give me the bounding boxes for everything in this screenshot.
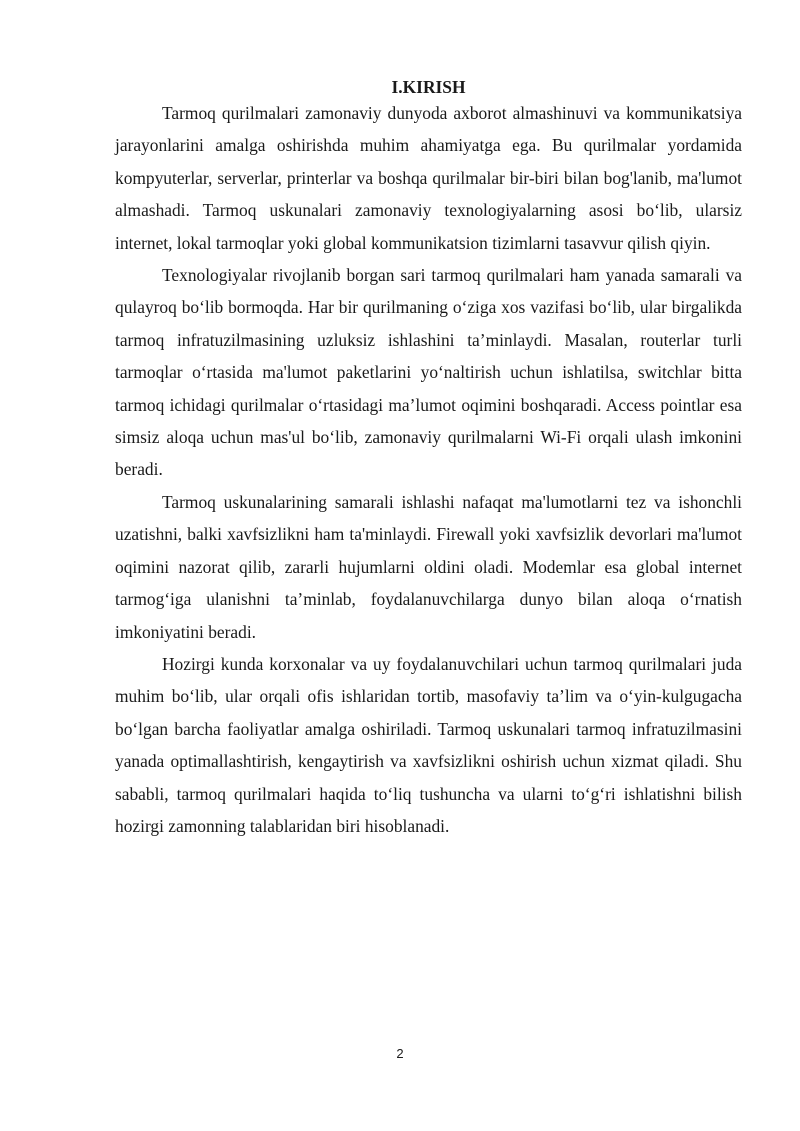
paragraph-1: Tarmoq qurilmalari zamonaviy dunyoda axborot almashinuvi va kommunikatsiya jarayonlarini amalga oshirishda muhim ahamiyatga ega. Bu qurilmalar yordamida kompyuterlar, serverlar, printerlar va boshqa qurilmalar bir-biri bilan bog'lanib, ma'lumot almashadi. Tarmoq uskunalari zamonaviy texnologiyalarning asosi bo‘lib, ularsiz internet, lokal tarmoqlar yoki global kommunikatsion tizimlarni tasavvur qilish qiyin. — [115, 103, 742, 253]
paragraph-4: Hozirgi kunda korxonalar va uy foydalanuvchilari uchun tarmoq qurilmalari juda muhim bo‘lib, ular orqali ofis ishlaridan tortib, masofaviy ta’lim va o‘yin-kulgugacha bo‘lgan barcha faoliyatlar amalga oshiriladi. Tarmoq uskunalari tarmoq infratuzilmasini yanada optimallashtirish, kengaytirish va xavfsizlikni oshirish uchun xizmat qiladi. Shu sababli, tarmoq qurilmalari haqida to‘liq tushuncha va ularni to‘g‘ri ishlatishni bilish hozirgi zamonning talablaridan biri hisoblanadi. — [115, 653, 742, 836]
paragraph-2: Texnologiyalar rivojlanib borgan sari tarmoq qurilmalari ham yanada samarali va qulayroq bo‘lib bormoqda. Har bir qurilmaning o‘ziga xos vazifasi bo‘lib, ular birgalikda tarmoq infratuzilmasining uzluksiz ishlashini ta’minlaydi. Masalan, routerlar turli tarmoqlar o‘rtasida ma'lumot paketlarini yo‘naltirish uchun ishlatilsa, switchlar bitta tarmoq ichidagi qurilmalar o‘rtasidagi ma’lumot oqimini boshqaradi. Access pointlar esa simsiz aloqa uchun mas'ul bo‘lib, zamonaviy qurilmalarni Wi-Fi orqali ulash imkonini beradi. — [115, 265, 742, 480]
page-number: 2 — [396, 1046, 404, 1061]
page-body — [115, 77, 742, 842]
section-heading: I.KIRISH — [391, 77, 466, 97]
paragraph-3: Tarmoq uskunalarining samarali ishlashi nafaqat ma'lumotlarni tez va ishonchli uzatishni, balki xavfsizlikni ham ta'minlaydi. Firewall yoki xavfsizlik devorlari ma'lumot oqimini nazorat qilib, zararli hujumlarni oldini oladi. Modemlar esa global internet tarmog‘iga ulanishni ta’minlab, foydalanuvchilarga dunyo bilan aloqa o‘rnatish imkoniyatini beradi. — [115, 491, 742, 642]
